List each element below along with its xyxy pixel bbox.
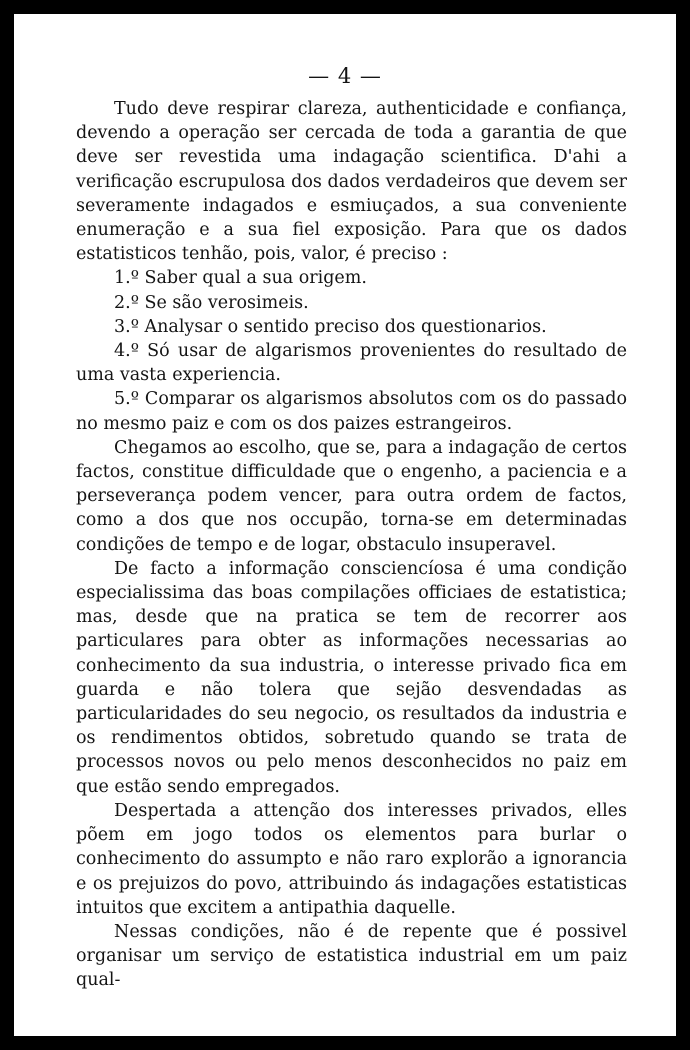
list-item-5: 5.º Comparar os algarismos absolutos com os do passado no mesmo paiz e com os dos paizes estrangeiros.: [76, 389, 627, 434]
paragraph-condicoes: Nessas condições, não é de repente que é possivel organisar um serviço de estatistica industrial em um paiz qual-: [76, 921, 627, 991]
book-page: [14, 14, 676, 1036]
list-item-4: 4.º Só usar de algarismos provenientes do resultado de uma vasta experiencia.: [76, 341, 627, 386]
list-item-3: 3.º Analysar o sentido preciso dos questionarios.: [114, 316, 547, 337]
page-number: — 4 —: [308, 64, 382, 88]
list-item-1: 1.º Saber qual a sua origem.: [114, 268, 367, 289]
list-item-2: 2.º Se são verosimeis.: [114, 292, 309, 313]
page-body: [76, 97, 627, 993]
paragraph-intro: Tudo deve respirar clareza, authenticidade e confiança, devendo a operação ser cercada de toda a garantia de que deve ser revestida uma indagação scientifica. D'ahi a verificação escrupulosa dos dados verdadeiros que devem ser severamente indagados e esmiuçados, a sua conveniente enumeração e a sua fiel exposição. Para que os dados estatisticos tenhão, pois, valor, é preciso :: [76, 99, 627, 265]
paragraph-informacao: De facto a informação consciencíosa é uma condição especialissima das boas compilações officiaes de estatistica; mas, desde que na pratica se tem de recorrer aos particulares para obter as informações necessarias ao conhecimento da sua industria, o interesse privado fica em guarda e não tolera que sejão desvendadas as particularidades do seu negocio, os resultados da industria e os rendimentos obtidos, sobretudo quando se trata de processos novos ou pelo menos desconhecidos no paiz em que estão sendo empregados.: [76, 558, 627, 797]
paragraph-escolho: Chegamos ao escolho, que se, para a indagação de certos factos, constitue difficuldade que o engenho, a paciencia e a perseverança podem vencer, para outra ordem de factos, como a dos que nos occupão, torna-se em determinadas condições de tempo e de logar, obstaculo insuperavel.: [76, 437, 627, 555]
paragraph-interesses: Despertada a attenção dos interesses privados, elles põem em jogo todos os elementos para burlar o conhecimento do assumpto e não raro explorão a ignorancia e os prejuizos do povo, attribuindo ás indagações estatisticas intuitos que excitem a antipathia daquelle.: [76, 800, 627, 918]
